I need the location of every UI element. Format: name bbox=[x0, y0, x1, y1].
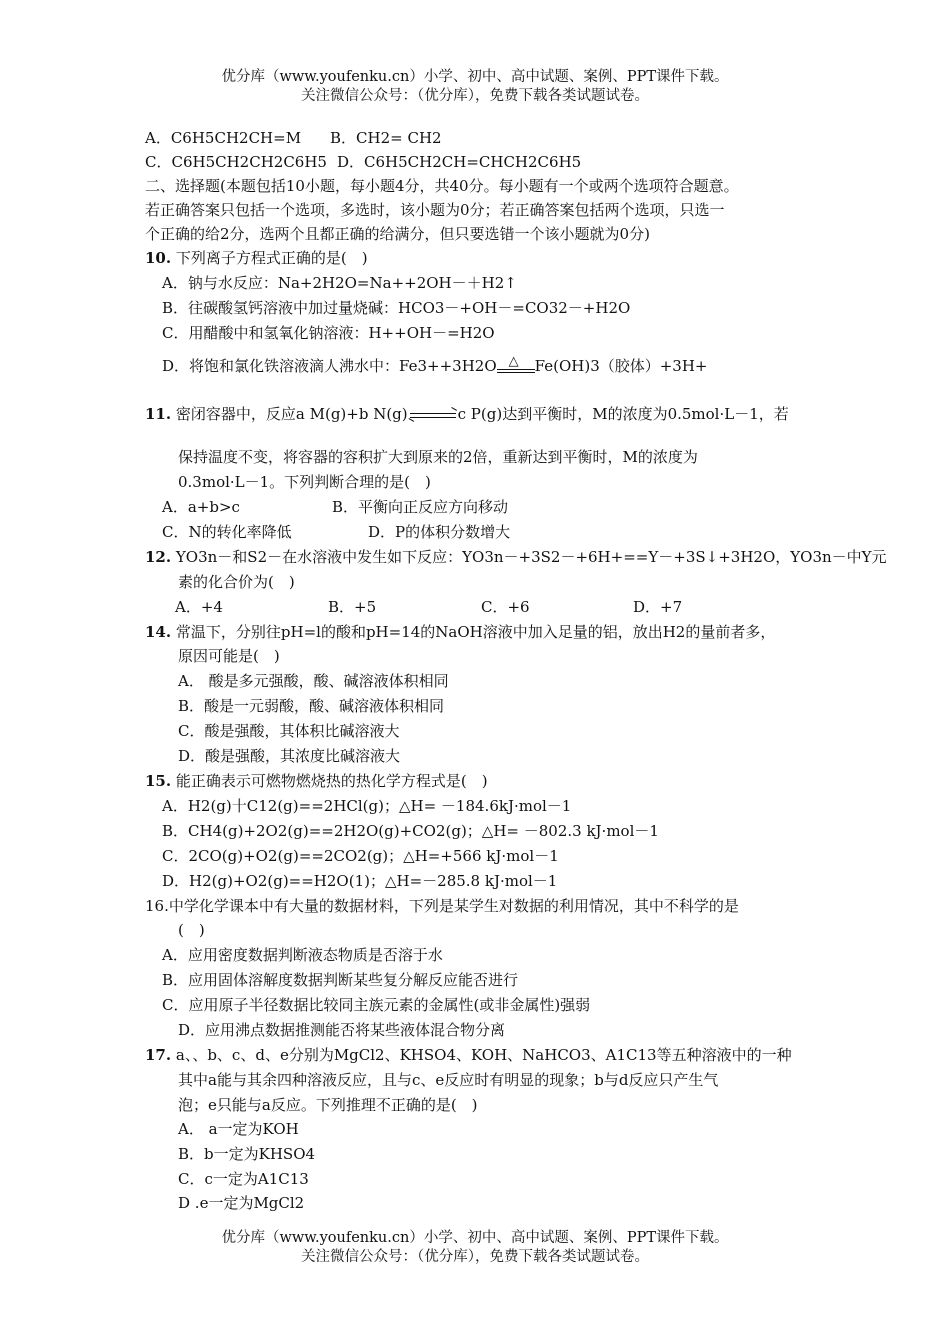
q11-stem-line bbox=[145, 404, 789, 424]
q16-stem: 16.中学化学课本中有大量的数据材料，下列是某学生对数据的利用情况，其中不科学的是 bbox=[145, 897, 739, 915]
q11-option-b: B．平衡向正反应方向移动 bbox=[332, 498, 509, 516]
q15-option-c: C．2CO(g)+O2(g)==2CO2(g)；△H=+566 kJ·mol－1 bbox=[162, 847, 559, 865]
q15-option-a: A．H2(g)十C12(g)==2HCl(g)；△H= －184.6kJ·mol－1 bbox=[162, 797, 572, 815]
q16-option-a: A．应用密度数据判断液态物质是否溶于水 bbox=[162, 946, 443, 964]
q10-option-b: B．往碳酸氢钙溶液中加过量烧碱：HCO3－+OH－=CO32－+H2O bbox=[162, 299, 631, 317]
q16-option-c: C．应用原子半径数据比较同主族元素的金属性(或非金属性)强弱 bbox=[162, 996, 591, 1014]
header-line-2: 关注微信公众号：（优分库），免费下载各类试题试卷。 bbox=[301, 88, 649, 104]
q17-option-a: A． a一定为KOH bbox=[178, 1120, 299, 1138]
q17-line-2: 其中a能与其余四种溶液反应，且与c、e反应时有明显的现象；b与d反应只产生气 bbox=[178, 1071, 719, 1089]
q10-stem: 下列离子方程式正确的是( ) bbox=[175, 249, 368, 267]
q9-option-d: D．C6H5CH2CH=CHCH2C6H5 bbox=[337, 153, 582, 171]
q12-option-b: B．+5 bbox=[328, 598, 377, 616]
q11-line-2: 保持温度不变，将容器的容积扩大到原来的2倍，重新达到平衡时，M的浓度为 bbox=[178, 448, 698, 466]
section-2-line-2: 若正确答案只包括一个选项，多选时，该小题为0分；若正确答案包括两个选项，只选一 bbox=[145, 201, 725, 219]
q15-stem-line bbox=[145, 771, 488, 791]
q14-stem-line bbox=[145, 622, 775, 642]
q12-option-d: D．+7 bbox=[633, 598, 683, 616]
q14-number: 14. bbox=[145, 623, 172, 641]
q11-number: 11. bbox=[145, 405, 172, 423]
q12-line-2: 素的化合价为( ) bbox=[178, 573, 295, 591]
q17-stem-line bbox=[145, 1045, 792, 1065]
q14-option-c: C．酸是强酸，其体积比碱溶液大 bbox=[178, 722, 400, 740]
q12-stem-line bbox=[145, 547, 887, 567]
q12-stem: YO3n－和S2－在水溶液中发生如下反应：YO3n－+3S2－+6H+==Y－+3S↓+3H2O，YO3n－中Y元 bbox=[175, 548, 887, 566]
page-footer bbox=[0, 1229, 950, 1267]
q17-line-3: 泡；e只能与a反应。下列推理不正确的是( ) bbox=[178, 1096, 478, 1114]
reversible-arrow-icon bbox=[408, 404, 458, 424]
q10-option-a: A．钠与水反应：Na+2H2O=Na++2OH－＋H2↑ bbox=[162, 274, 517, 292]
q16-line-2: ( ) bbox=[178, 921, 205, 939]
q17-option-b: B．b一定为KHSO4 bbox=[178, 1145, 316, 1163]
q15-option-d: D．H2(g)+O2(g)==H2O(1)；△H=－285.8 kJ·mol－1 bbox=[162, 872, 558, 890]
q16-option-b: B．应用固体溶解度数据判断某些复分解反应能否进行 bbox=[162, 971, 519, 989]
q11-line-3: 0.3mol·L－1。下列判断合理的是( ) bbox=[178, 473, 431, 491]
q17-option-d: D .e一定为MgCl2 bbox=[178, 1194, 305, 1212]
q12-option-c: C．+6 bbox=[481, 598, 530, 616]
section-2-line-3: 个正确的给2分，选两个且都正确的给满分，但只要选错一个该小题就为0分) bbox=[145, 225, 650, 243]
q9-option-b: B．CH2= CH2 bbox=[330, 129, 442, 147]
footer-line-1: 优分库（www.youfenku.cn）小学、初中、高中试题、案例、PPT课件下载。 bbox=[221, 1230, 729, 1246]
q9-option-a: A．C6H5CH2CH=M bbox=[145, 129, 302, 147]
q14-option-b: B．酸是一元弱酸，酸、碱溶液体积相同 bbox=[178, 697, 445, 715]
page-header bbox=[0, 68, 950, 106]
q10-option-c: C．用醋酸中和氢氧化钠溶液：H++OH－=H2O bbox=[162, 324, 495, 342]
q10-stem-line bbox=[145, 248, 368, 268]
q10-option-d-left: D．将饱和氯化铁溶液滴人沸水中：Fe3++3H2O bbox=[162, 357, 497, 375]
q14-option-d: D．酸是强酸，其浓度比碱溶液大 bbox=[178, 747, 401, 765]
q15-number: 15. bbox=[145, 772, 172, 790]
q10-option-d bbox=[162, 356, 708, 376]
q14-line-2: 原因可能是( ) bbox=[178, 647, 280, 665]
footer-line-2: 关注微信公众号：（优分库），免费下载各类试题试卷。 bbox=[301, 1249, 649, 1265]
q11-option-d: D．P的体积分数增大 bbox=[368, 523, 511, 541]
q17-option-c: C．c一定为A1C13 bbox=[178, 1170, 309, 1188]
q12-option-a: A．+4 bbox=[175, 598, 223, 616]
q14-stem: 常温下，分别往pH=l的酸和pH=14的NaOH溶液中加入足量的铝，放出H2的量前者多， bbox=[175, 623, 776, 641]
q15-stem: 能正确表示可燃物燃烧热的热化学方程式是( ) bbox=[175, 772, 488, 790]
q9-option-c: C．C6H5CH2CH2C6H5 bbox=[145, 153, 327, 171]
q11-option-c: C．N的转化率降低 bbox=[162, 523, 292, 541]
q15-option-b: B．CH4(g)+2O2(g)==2H2O(g)+CO2(g)；△H= －802.3 kJ·mol－1 bbox=[162, 822, 659, 840]
q10-option-d-right: Fe(OH)3（胶体）+3H+ bbox=[534, 357, 708, 375]
heat-condition-equals bbox=[497, 356, 535, 376]
q14-option-a: A． 酸是多元强酸，酸、碱溶液体积相同 bbox=[178, 672, 449, 690]
q11-stem-a: 密闭容器中，反应a M(g)+b N(g) bbox=[175, 405, 408, 423]
q11-option-a: A．a+b>c bbox=[162, 498, 240, 516]
q12-number: 12. bbox=[145, 548, 172, 566]
q11-stem-b: c P(g)达到平衡时，M的浓度为0.5mol·L－1，若 bbox=[457, 405, 789, 423]
header-line-1: 优分库（www.youfenku.cn）小学、初中、高中试题、案例、PPT课件下载。 bbox=[221, 69, 729, 85]
q10-number: 10. bbox=[145, 249, 172, 267]
q16-option-d: D．应用沸点数据推测能否将某些液体混合物分离 bbox=[178, 1021, 506, 1039]
q17-number: 17. bbox=[145, 1046, 172, 1064]
q17-stem: a、、b、c、d、e分别为MgCl2、KHSO4、KOH、NaHCO3、A1C13等五种溶液中的一种 bbox=[175, 1046, 792, 1064]
section-2-title: 二、选择题(本题包括10小题，每小题4分，共40分。每小题有一个或两个选项符合题意。 bbox=[145, 177, 739, 195]
delta-icon: △ bbox=[508, 354, 519, 369]
